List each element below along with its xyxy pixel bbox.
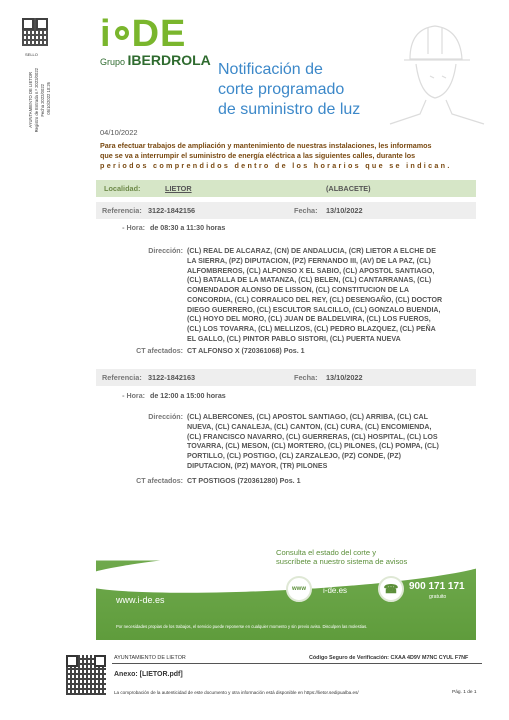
registry-stamp bbox=[6, 68, 66, 158]
referencia-value: 3122-1842163 bbox=[148, 373, 196, 382]
ct-label: CT afectados: bbox=[136, 347, 183, 355]
worker-helmet-icon bbox=[380, 14, 490, 134]
fecha-label: Fecha: bbox=[294, 373, 318, 382]
intro-paragraph bbox=[100, 141, 472, 172]
direccion-line: DIEGO GUERRERO, (CL) ESCULTOR SALCILLO, (CL) GONZALO BUENDIA, bbox=[187, 305, 441, 314]
direccion-line: COMENDADOR ALONSO DE LISSON, (CL) CONSTITUCION DE LA bbox=[187, 286, 410, 294]
province-value: (ALBACETE) bbox=[326, 184, 371, 193]
fecha-value: 13/10/2022 bbox=[326, 206, 363, 215]
direccion-line: (CL) ALBERCONES, (CL) APOSTOL SANTIAGO, (CL) ARRIBA, (CL) CAL bbox=[187, 413, 428, 421]
logo-de: DE bbox=[131, 13, 187, 55]
qr-code-footer bbox=[66, 655, 106, 695]
notice-date: 04/10/2022 bbox=[100, 128, 138, 137]
website-link[interactable]: www.i-de.es bbox=[116, 595, 165, 605]
logo-grupo: Grupo bbox=[100, 57, 126, 67]
intro-line: Para efectuar trabajos de ampliación y mantenimiento de nuestras instalaciones, les informamos bbox=[100, 141, 432, 150]
hora-label: - Hora: bbox=[122, 224, 145, 232]
direccion-line: (CL) HOYO DEL MORO, (CL) JUAN DE BALDELVIRA, (CL) LOS FUEROS, bbox=[187, 315, 431, 324]
page-title bbox=[218, 60, 360, 120]
direccion-line: LA SIERRA, (PZ) DIPUTACION, (PZ) FERNANDO III, (AV) DE LA PAZ, (CL) bbox=[187, 256, 431, 265]
hora-label: - Hora: bbox=[122, 392, 145, 400]
fecha-label: Fecha: bbox=[294, 206, 318, 215]
phone-icon: ☎ bbox=[378, 576, 404, 602]
direccion-line: PORTILLO, (CL) POSTIGO, (CL) ZARZALEJO, (PZ) CONDE, (PZ) bbox=[187, 452, 401, 460]
gratuito-label: gratuito bbox=[429, 594, 447, 600]
direccion-line: DIPUTACION, (PZ) MAYOR, (TR) PILONES bbox=[187, 461, 328, 470]
footer-page-number: Pág. 1 de 1 bbox=[452, 690, 477, 695]
consulta-line: Consulta el estado del corte y bbox=[276, 548, 377, 557]
localidad-value[interactable]: LIETOR bbox=[165, 184, 192, 193]
direccion-list bbox=[187, 413, 472, 472]
direccion-line: EL GALLO, (CL) PINTOR PABLO SISTORI, (CL) PUERTA NUEVA bbox=[187, 334, 401, 343]
direccion-list bbox=[187, 247, 472, 345]
title-line: de suministro de luz bbox=[218, 101, 361, 118]
localidad-label: Localidad: bbox=[104, 184, 141, 193]
ide-logo bbox=[100, 14, 211, 68]
direccion-line: (CL) BATALLA DE LA MATANZA, (CL) BELEN, (CL) CANTARRANAS, (CL) bbox=[187, 276, 432, 285]
logo-iberdrola: IBERDROLA bbox=[127, 52, 211, 68]
qr-code-top bbox=[22, 18, 48, 46]
footer-anexo: Anexo: [LIETOR.pdf] bbox=[114, 671, 183, 678]
footer-csv: Código Seguro de Verificación: CXAA 4D9V M7NC CYUL F7NF bbox=[309, 655, 469, 661]
direccion-line: TOVARRA, (CL) MESON, (CL) MORTERO, (CL) PILONES, (CL) POMPA, (CL) bbox=[187, 442, 439, 451]
footer-ayuntamiento: AYUNTAMIENTO DE LIETOR bbox=[114, 655, 186, 661]
hora-value: de 12:00 a 15:00 horas bbox=[150, 392, 226, 400]
referencia-bar bbox=[96, 202, 476, 219]
title-line: Notificación de bbox=[218, 61, 323, 78]
info-banner bbox=[96, 538, 476, 640]
trabajamos-heading: Trabajamos para mejorar bbox=[116, 576, 253, 588]
ct-value: CT POSTIGOS (720361280) Pos. 1 bbox=[187, 477, 301, 485]
stamp-line: Fecha 2022/0022 bbox=[40, 84, 45, 117]
direccion-label: Dirección: bbox=[148, 413, 183, 421]
referencia-label: Referencia: bbox=[102, 373, 142, 382]
stamp-line: 05/10/2022 10:26 bbox=[46, 82, 51, 115]
consulta-line: suscríbete a nuestro sistema de avisos bbox=[276, 557, 408, 566]
direccion-line: CONCORDIA, (CL) CORRALICO DEL REY, (CL) DESENGAÑO, (CL) DOCTOR bbox=[187, 295, 443, 304]
sello-label: SELLO bbox=[25, 52, 38, 57]
footer-divider bbox=[112, 663, 482, 664]
intro-line: periodos comprendidos dentro de los horarios que se indican. bbox=[100, 161, 452, 171]
logo-dot-icon bbox=[115, 26, 129, 40]
direccion-line: (CL) FRANCISCO NAVARRO, (CL) GUERRERAS, (CL) HOSPITAL, (CL) LOS bbox=[187, 432, 438, 441]
title-line: corte programado bbox=[218, 81, 345, 98]
intro-line: que se va a interrumpir el suministro de energía eléctrica a las siguientes calles, durante los bbox=[100, 151, 416, 161]
direccion-line: (CL) REAL DE ALCARAZ, (CN) DE ANDALUCIA, (CR) LIETOR A ELCHE DE bbox=[187, 247, 436, 255]
hora-value: de 08:30 a 11:30 horas bbox=[150, 224, 226, 232]
direccion-label: Dirección: bbox=[148, 247, 183, 255]
logo-i: i bbox=[100, 13, 112, 55]
stamp-line: AYUNTAMIENTO DE LIETOR bbox=[28, 72, 33, 128]
referencia-bar bbox=[96, 369, 476, 386]
referencia-label: Referencia: bbox=[102, 206, 142, 215]
direccion-line: ALFOMBREROS, (CL) ALFONSO X EL SABIO, (CL) APOSTOL SANTIAGO, bbox=[187, 266, 435, 275]
ct-value: CT ALFONSO X (720361068) Pos. 1 bbox=[187, 347, 305, 355]
www-icon: www bbox=[286, 576, 312, 602]
ide-url-link[interactable]: i-de.es bbox=[323, 586, 348, 595]
fecha-value: 13/10/2022 bbox=[326, 373, 363, 382]
localidad-bar bbox=[96, 180, 476, 197]
banner-note: Por necesidades propias de los trabajos, el servicio puede reponerse en cualquier momento y sin previo aviso. Disculpen las molestias. bbox=[116, 624, 368, 629]
phone-number[interactable]: 900 171 171 bbox=[409, 581, 465, 592]
referencia-value: 3122-1842156 bbox=[148, 206, 196, 215]
ct-label: CT afectados: bbox=[136, 477, 183, 485]
direccion-line: (CL) LOS TOVARRA, (CL) MELLIZOS, (CL) PEDRO BLAZQUEZ, (CL) PEÑA bbox=[187, 325, 436, 333]
consulta-text bbox=[276, 548, 466, 566]
stamp-line: Registro de Entrada n.º 2022/0022 bbox=[34, 68, 39, 133]
footer-comprobacion: La comprobación de la autenticidad de este documento y otra información está disponible en https://lietor.sedipualba.es/ bbox=[114, 690, 359, 695]
direccion-line: NUEVA, (CL) CANALEJA, (CL) CANTON, (CL) CURA, (CL) ENCOMIENDA, bbox=[187, 422, 432, 431]
